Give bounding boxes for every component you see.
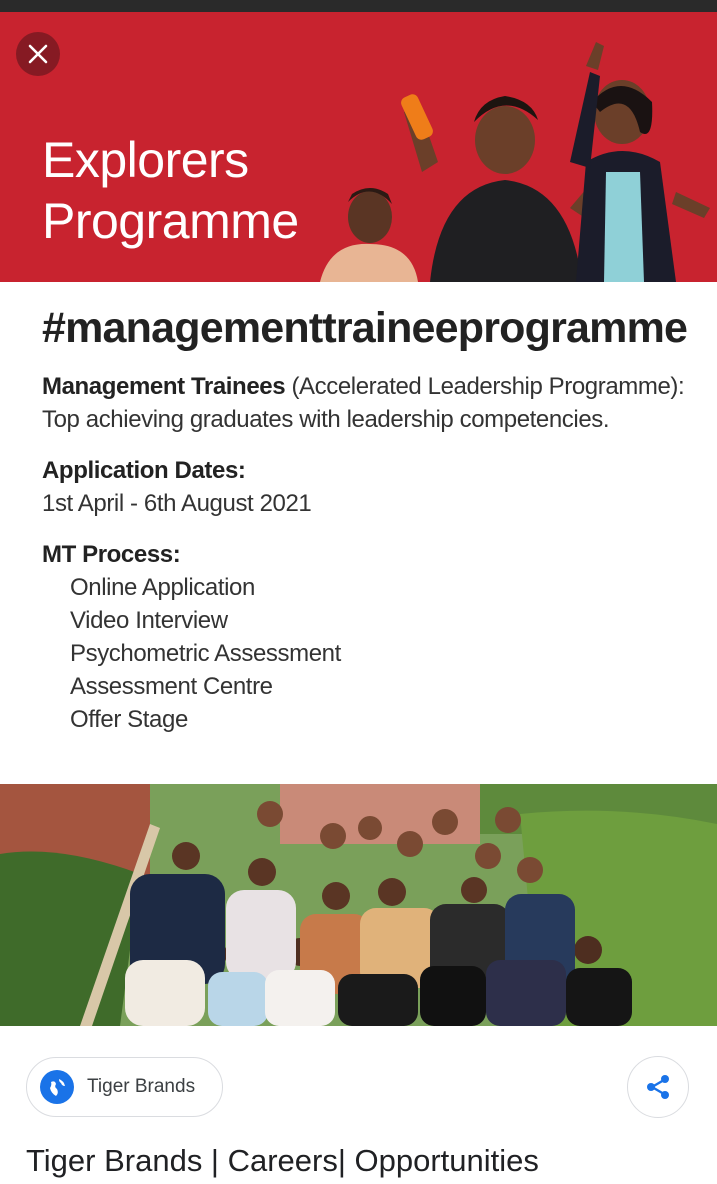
process-step: Online Application xyxy=(70,574,255,601)
dates-value: 1st April - 6th August 2021 xyxy=(42,490,312,517)
close-icon xyxy=(27,43,49,65)
description-line2: Top achieving graduates with leadership competencies. xyxy=(42,406,610,433)
process-heading: MT Process: xyxy=(42,541,181,568)
status-bar xyxy=(0,0,717,12)
programme-description xyxy=(42,370,712,436)
globe-icon xyxy=(40,1070,74,1104)
process-steps-list xyxy=(70,571,341,736)
hero-banner xyxy=(0,12,717,282)
banner-people-photo xyxy=(300,12,717,282)
process-step: Assessment Centre xyxy=(70,673,273,700)
description-bold: Management Trainees xyxy=(42,373,286,400)
process-step: Offer Stage xyxy=(70,706,188,733)
application-dates xyxy=(42,454,311,520)
close-button[interactable] xyxy=(16,32,60,76)
share-icon xyxy=(643,1072,673,1102)
hashtag-heading: #managementtraineeprogramme xyxy=(42,304,688,352)
source-label: Tiger Brands xyxy=(87,1076,196,1097)
description-rest: (Accelerated Leadership Programme): xyxy=(285,373,685,400)
dates-heading: Application Dates: xyxy=(42,457,246,484)
result-title-link[interactable]: Tiger Brands | Careers| Opportunities xyxy=(26,1143,539,1178)
process-heading-block xyxy=(42,538,180,571)
share-button[interactable] xyxy=(627,1056,689,1118)
banner-title-line2: Programme xyxy=(42,193,299,249)
source-chip[interactable] xyxy=(26,1057,223,1117)
banner-title xyxy=(42,130,299,252)
process-step: Video Interview xyxy=(70,607,228,634)
programme-details xyxy=(0,282,717,784)
banner-title-line1: Explorers xyxy=(42,132,249,188)
process-step: Psychometric Assessment xyxy=(70,640,341,667)
group-photo xyxy=(0,784,717,1026)
